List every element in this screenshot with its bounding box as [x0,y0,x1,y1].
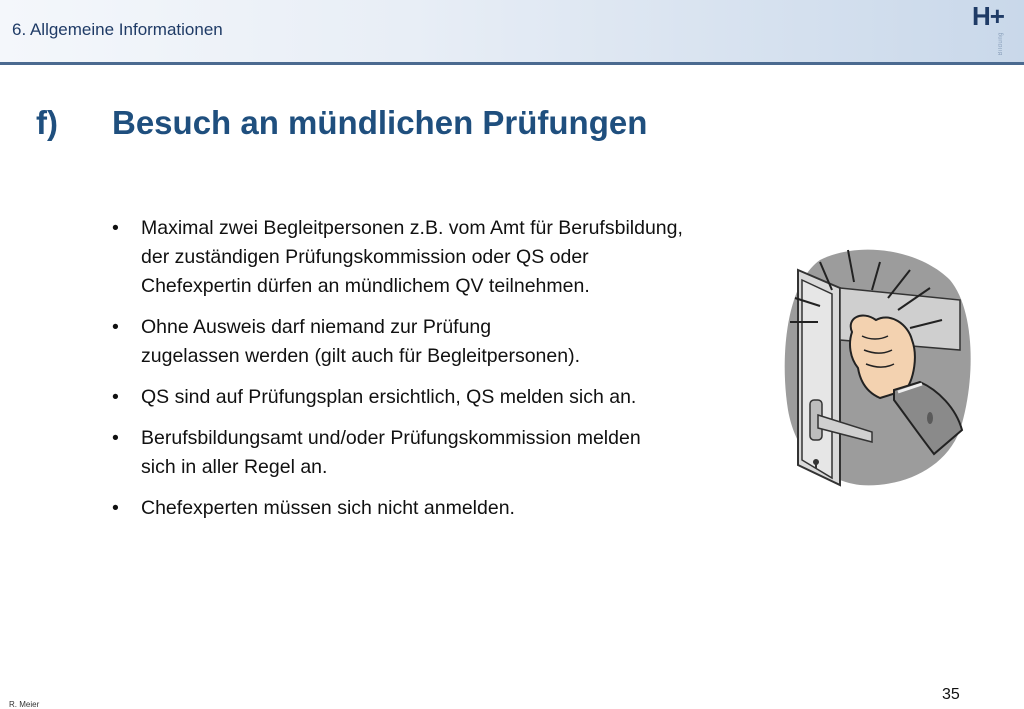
bullet-item [112,313,812,371]
logo-subtitle: Bildung [998,32,1004,56]
header-divider [0,62,1024,65]
bullet-dot: • [112,427,119,449]
title-text: Besuch an mündlichen Prüfungen [112,104,648,141]
bullet-item [112,494,812,523]
knocking-on-door-icon [780,240,976,490]
bullet-dot: • [112,217,119,239]
section-label: 6. Allgemeine Informationen [12,20,223,39]
bullet-text: Chefexperten müssen sich nicht anmelden. [141,497,515,519]
title-marker: f) [36,104,58,141]
bullet-item [112,383,812,412]
bullet-dot: • [112,316,119,338]
bullet-item [112,424,812,482]
bullet-dot: • [112,497,119,519]
bullet-list [112,214,812,535]
bullet-text: Berufsbildungsamt und/oder Prüfungskommission melden sich in aller Regel an. [141,427,641,478]
bullet-text: Maximal zwei Begleitpersonen z.B. vom Amt für Berufsbildung, der zuständigen Prüfungskommission oder QS oder Chefexpertin dürfen an mündlichem QV teilnehmen. [141,217,683,297]
bullet-text: QS sind auf Prüfungsplan ersichtlich, QS melden sich an. [141,386,637,408]
page-number: 35 [942,686,960,703]
brand-logo [972,2,1016,58]
bullet-text: Ohne Ausweis darf niemand zur Prüfung zugelassen werden (gilt auch für Begleitpersonen). [141,316,581,367]
footer-author: R. Meier [9,700,40,709]
slide-title [36,104,647,142]
logo-mark: H+ [972,1,1004,31]
bullet-dot: • [112,386,119,408]
bullet-item [112,214,812,301]
